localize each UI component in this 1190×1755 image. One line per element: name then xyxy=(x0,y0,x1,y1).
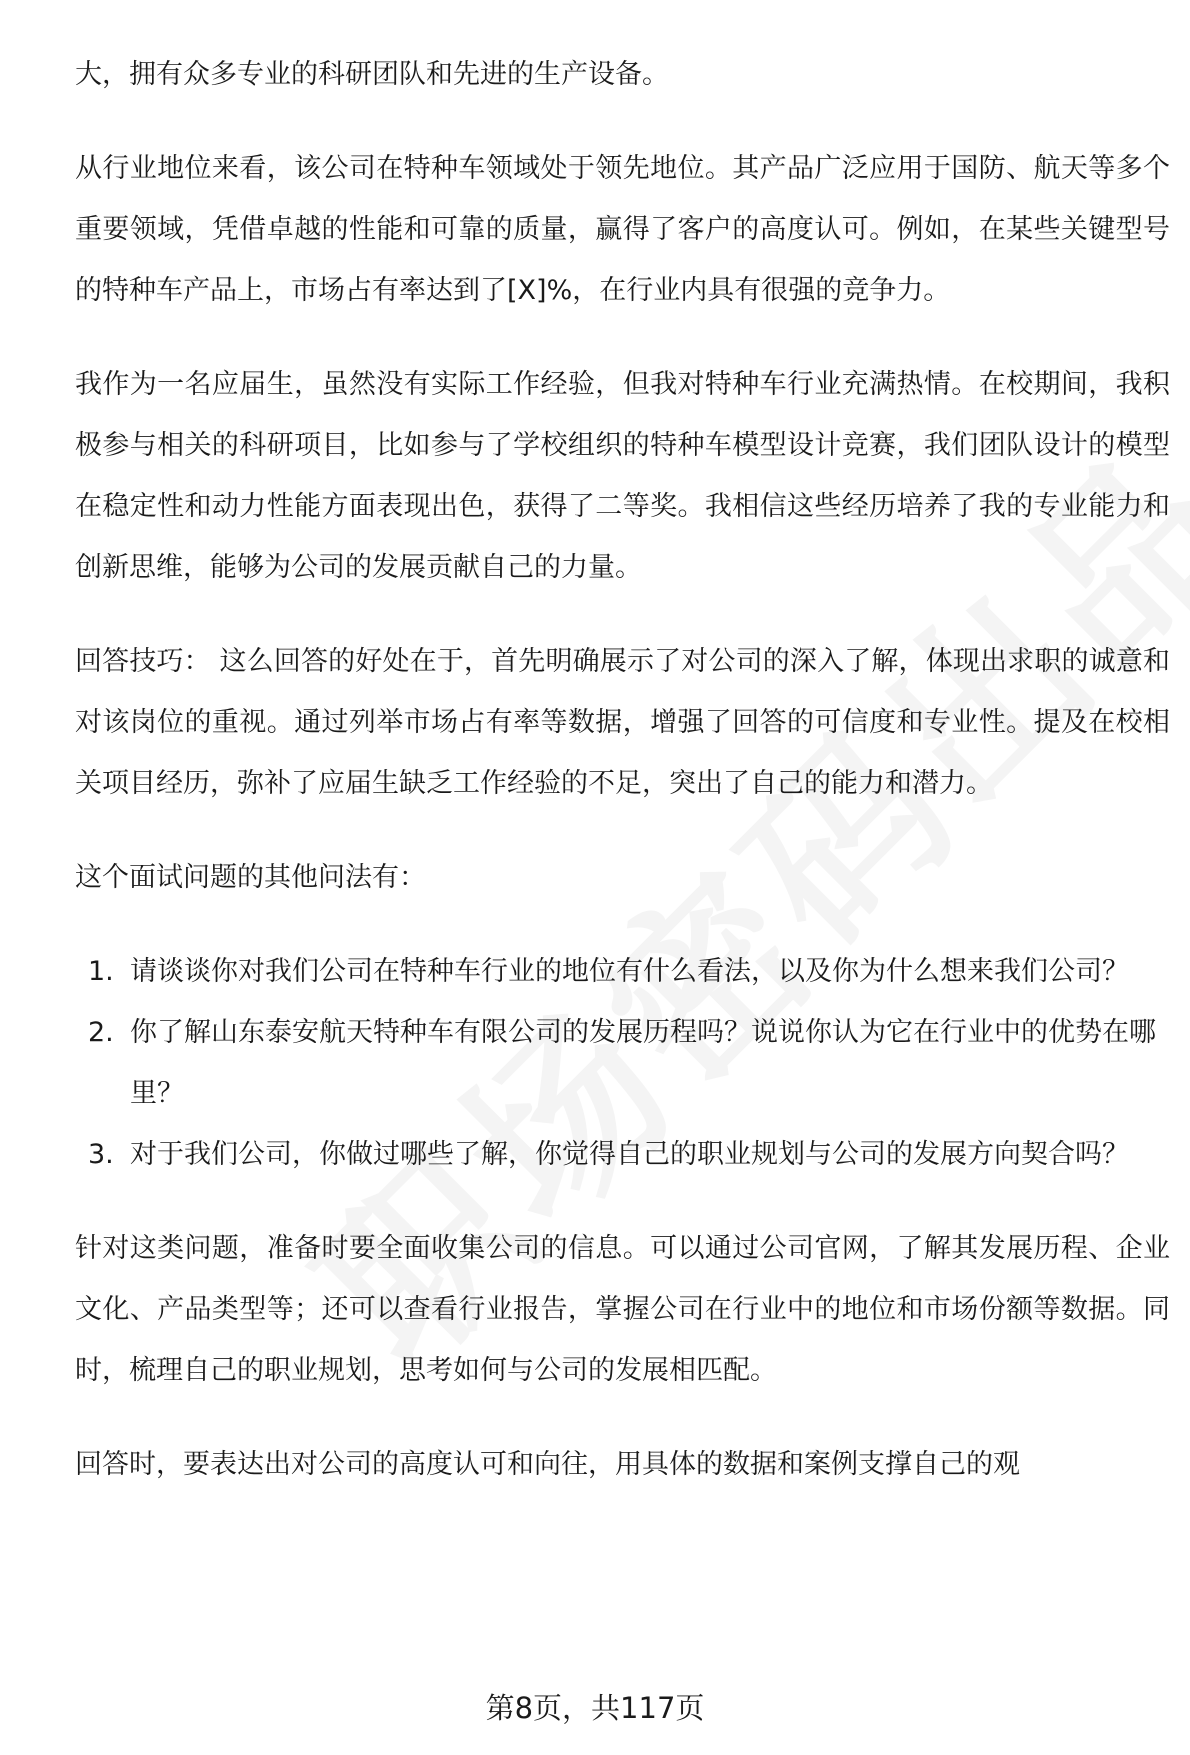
paragraph-answer-advice: 回答时，要表达出对公司的高度认可和向往，用具体的数据和案例支撑自己的观 xyxy=(75,1449,1020,1480)
list-item-text: 请谈谈你对我们公司在特种车行业的地位有什么看法，以及你为什么想来我们公司？ xyxy=(130,956,1129,987)
list-item-number: 1. xyxy=(88,956,114,987)
list-item-number: 2. xyxy=(88,1017,114,1048)
alternative-questions-list xyxy=(75,941,1170,1185)
paragraph-answer-tips: 回答技巧： 这么回答的好处在于，首先明确展示了对公司的深入了解，体现出求职的诚意和对该岗位的重视。通过列举市场占有率等数据，增强了回答的可信度和专业性。提及在校相关项目经历，弥补了应届生缺乏工作经验的不足，突出了自己的能力和潜力。 xyxy=(75,646,1170,799)
list-item-text: 你了解山东泰安航天特种车有限公司的发展历程吗？说说你认为它在行业中的优势在哪里？ xyxy=(130,1017,1156,1109)
list-item-text: 对于我们公司，你做过哪些了解，你觉得自己的职业规划与公司的发展方向契合吗？ xyxy=(130,1139,1129,1170)
page-footer: 第8页，共117页 xyxy=(485,1691,705,1725)
paragraph-personal-experience: 我作为一名应届生，虽然没有实际工作经验，但我对特种车行业充满热情。在校期间，我积极参与相关的科研项目，比如参与了学校组织的特种车模型设计竞赛，我们团队设计的模型在稳定性和动力性能方面表现出色，获得了二等奖。我相信这些经历培养了我的专业能力和创新思维，能够为公司的发展贡献自己的力量。 xyxy=(75,369,1170,583)
list-item xyxy=(75,1002,1170,1124)
document-body xyxy=(75,44,1170,1528)
paragraph-1: 大，拥有众多专业的科研团队和先进的生产设备。 xyxy=(75,59,669,90)
paragraph-industry-position: 从行业地位来看，该公司在特种车领域处于领先地位。其产品广泛应用于国防、航天等多个重要领域，凭借卓越的性能和可靠的质量，赢得了客户的高度认可。例如，在某些关键型号的特种车产品上，市场占有率达到了[X]%，在行业内具有很强的竞争力。 xyxy=(75,153,1170,306)
list-item xyxy=(75,941,1170,1002)
paragraph-other-questions-intro: 这个面试问题的其他问法有： xyxy=(75,862,426,893)
paragraph-preparation-advice: 针对这类问题，准备时要全面收集公司的信息。可以通过公司官网，了解其发展历程、企业文化、产品类型等；还可以查看行业报告，掌握公司在行业中的地位和市场份额等数据。同时，梳理自己的职业规划，思考如何与公司的发展相匹配。 xyxy=(75,1233,1170,1386)
list-item-number: 3. xyxy=(88,1139,114,1170)
list-item xyxy=(75,1124,1170,1185)
